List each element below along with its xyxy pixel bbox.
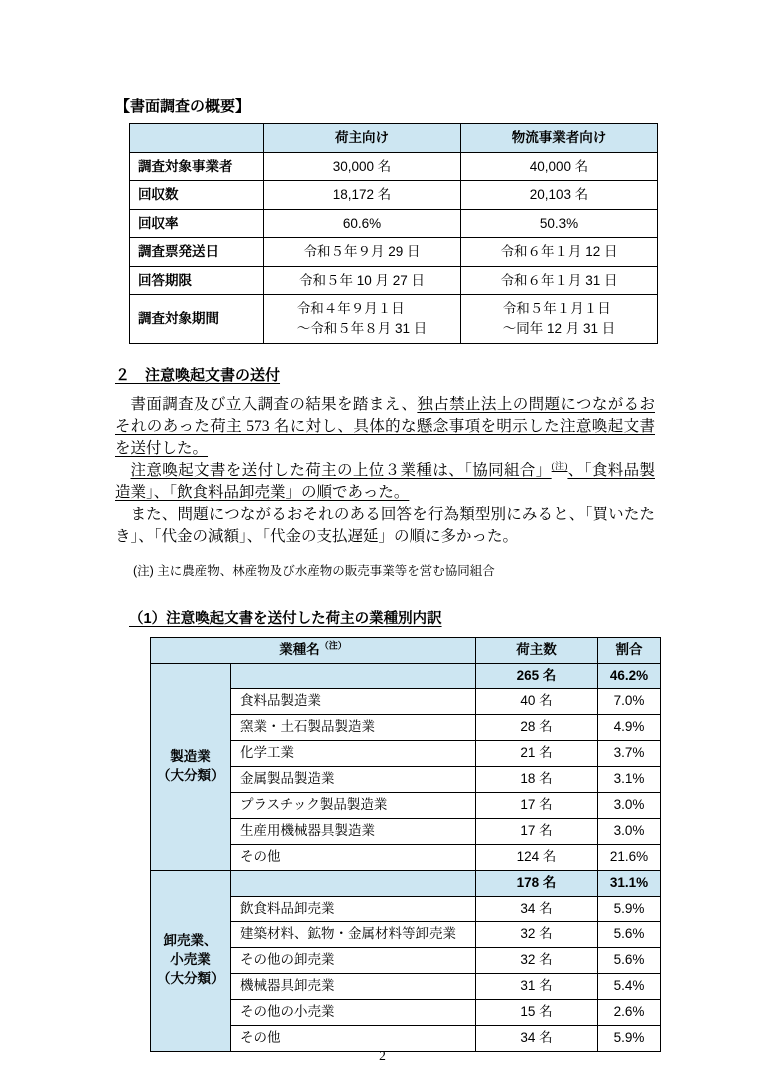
ratio-cell: 46.2% (598, 663, 661, 689)
count-cell: 34 名 (476, 1025, 598, 1051)
footnote-reference: (注) (551, 460, 568, 471)
ratio-cell: 3.0% (598, 818, 661, 844)
group-name-line: （大分類） (157, 971, 225, 987)
row-label: 回答期限 (130, 266, 264, 295)
breakdown-heading (129, 607, 655, 628)
count-cell: 28 名 (476, 715, 598, 741)
ratio-cell: 5.6% (598, 922, 661, 948)
overview-title: 【書面調査の概要】 (115, 98, 251, 115)
industry-cell: 機械器具卸売業 (231, 974, 476, 1000)
industry-cell: 建築材料、鉱物・金属材料等卸売業 (231, 922, 476, 948)
ratio-cell: 5.9% (598, 896, 661, 922)
group-name-line: 卸売業、 (163, 933, 218, 949)
ratio-cell: 2.6% (598, 1000, 661, 1026)
ratio-cell: 21.6% (598, 844, 661, 870)
shipper-value: 令和５年９月 29 日 (264, 238, 461, 267)
row-label: 調査対象事業者 (130, 152, 264, 181)
column-header-count: 荷主数 (476, 637, 598, 663)
industry-cell (231, 663, 476, 689)
paragraph-underlined-text: 注意喚起文書を送付した荷主の上位３業種は、「協同組合」 (130, 461, 552, 479)
count-cell: 21 名 (476, 741, 598, 767)
shipper-value (264, 295, 461, 343)
logistics-value (461, 295, 658, 343)
ratio-cell: 3.7% (598, 741, 661, 767)
industry-cell: 化学工業 (231, 741, 476, 767)
row-label: 回収数 (130, 181, 264, 210)
paragraph-underlined-text: 、「食料品製造業」、「飲食料品卸売業」の順であった。 (115, 461, 655, 501)
ratio-cell: 31.1% (598, 870, 661, 896)
section-heading-text: ２ 注意喚起文書の送付 (115, 366, 281, 384)
table-row (130, 152, 658, 181)
count-cell: 32 名 (476, 948, 598, 974)
shipper-value: 60.6% (264, 209, 461, 238)
logistics-value: 40,000 名 (461, 152, 658, 181)
industry-cell (231, 870, 476, 896)
column-header-logistics: 物流事業者向け (461, 124, 658, 153)
table-row (130, 181, 658, 210)
logistics-value: 20,103 名 (461, 181, 658, 210)
ratio-cell: 5.9% (598, 1025, 661, 1051)
count-cell: 17 名 (476, 818, 598, 844)
industry-cell: 生産用機械器具製造業 (231, 818, 476, 844)
industry-cell: その他の卸売業 (231, 948, 476, 974)
count-cell: 265 名 (476, 663, 598, 689)
count-cell: 15 名 (476, 1000, 598, 1026)
shipper-value: 30,000 名 (264, 152, 461, 181)
group-name-line: 小売業 (170, 952, 211, 968)
group-name-line: 製造業 (170, 748, 211, 764)
industry-header-label: 業種名 (279, 641, 320, 657)
industry-cell: その他の小売業 (231, 1000, 476, 1026)
industry-cell: 飲食料品卸売業 (231, 896, 476, 922)
paragraph-text: 書面調査及び立入調査の結果を踏まえ、 (130, 395, 418, 413)
row-label: 調査対象期間 (130, 295, 264, 343)
period-line: ～令和５年８月 31 日 (296, 320, 428, 336)
table-row (130, 209, 658, 238)
logistics-value: 令和６年１月 31 日 (461, 266, 658, 295)
footnote: (注) 主に農産物、林産物及び水産物の販売事業等を営む協同組合 (133, 563, 495, 578)
count-cell: 124 名 (476, 844, 598, 870)
table-row (130, 238, 658, 267)
count-cell: 32 名 (476, 922, 598, 948)
ratio-cell: 3.0% (598, 792, 661, 818)
ratio-cell: 5.4% (598, 974, 661, 1000)
table-header-row (130, 124, 658, 153)
industry-cell: その他 (231, 1025, 476, 1051)
industry-cell: 食料品製造業 (231, 689, 476, 715)
group-total-row (151, 663, 661, 689)
survey-overview-table (129, 123, 658, 344)
column-header-shipper: 荷主向け (264, 124, 461, 153)
ratio-cell: 7.0% (598, 689, 661, 715)
table-row (130, 266, 658, 295)
group-name-cell (151, 870, 231, 1051)
page-number: 2 (379, 1048, 386, 1063)
paragraph-underlined-text: 独占禁止法上の問題につながるおそれのあった荷主 573 名に対し、具体的な懸念事項を明示した注意喚起文書を送付した。 (115, 395, 655, 457)
count-cell: 40 名 (476, 689, 598, 715)
row-label: 回収率 (130, 209, 264, 238)
industry-cell: 窯業・土石製品製造業 (231, 715, 476, 741)
group-name-cell (151, 663, 231, 870)
column-header-ratio: 割合 (598, 637, 661, 663)
corner-cell (130, 124, 264, 153)
industry-cell: プラスチック製品製造業 (231, 792, 476, 818)
column-header-industry (151, 637, 476, 663)
survey-period (297, 299, 428, 338)
paragraph (115, 460, 655, 504)
period-line: ～同年 12 月 31 日 (502, 320, 616, 336)
count-cell: 17 名 (476, 792, 598, 818)
industry-cell: その他 (231, 844, 476, 870)
industry-cell: 金属製品製造業 (231, 767, 476, 793)
industry-breakdown-table (150, 637, 661, 1052)
ratio-cell: 5.6% (598, 948, 661, 974)
table-row (130, 295, 658, 343)
paragraph: また、問題につながるおそれのある回答を行為類型別にみると、「買いたたき」、「代金の減額」、「代金の支払遅延」の順に多かった。 (115, 505, 655, 545)
shipper-value: 18,172 名 (264, 181, 461, 210)
group-name-line: （大分類） (157, 767, 225, 783)
period-line: 令和４年９月１日 (296, 301, 405, 317)
ratio-cell: 4.9% (598, 715, 661, 741)
row-label: 調査票発送日 (130, 238, 264, 267)
survey-period (503, 299, 616, 338)
count-cell: 31 名 (476, 974, 598, 1000)
period-line: 令和５年１月１日 (502, 301, 611, 317)
count-cell: 18 名 (476, 767, 598, 793)
count-cell: 178 名 (476, 870, 598, 896)
shipper-value: 令和５年 10 月 27 日 (264, 266, 461, 295)
count-cell: 34 名 (476, 896, 598, 922)
section-heading (115, 364, 655, 385)
breakdown-heading-text: （1）注意喚起文書を送付した荷主の業種別内訳 (129, 610, 442, 627)
ratio-cell: 3.1% (598, 767, 661, 793)
table-header-row (151, 637, 661, 663)
paragraph (115, 394, 655, 460)
logistics-value: 50.3% (461, 209, 658, 238)
logistics-value: 令和６年１月 12 日 (461, 238, 658, 267)
group-total-row (151, 870, 661, 896)
footnote-reference: （注） (319, 640, 347, 651)
